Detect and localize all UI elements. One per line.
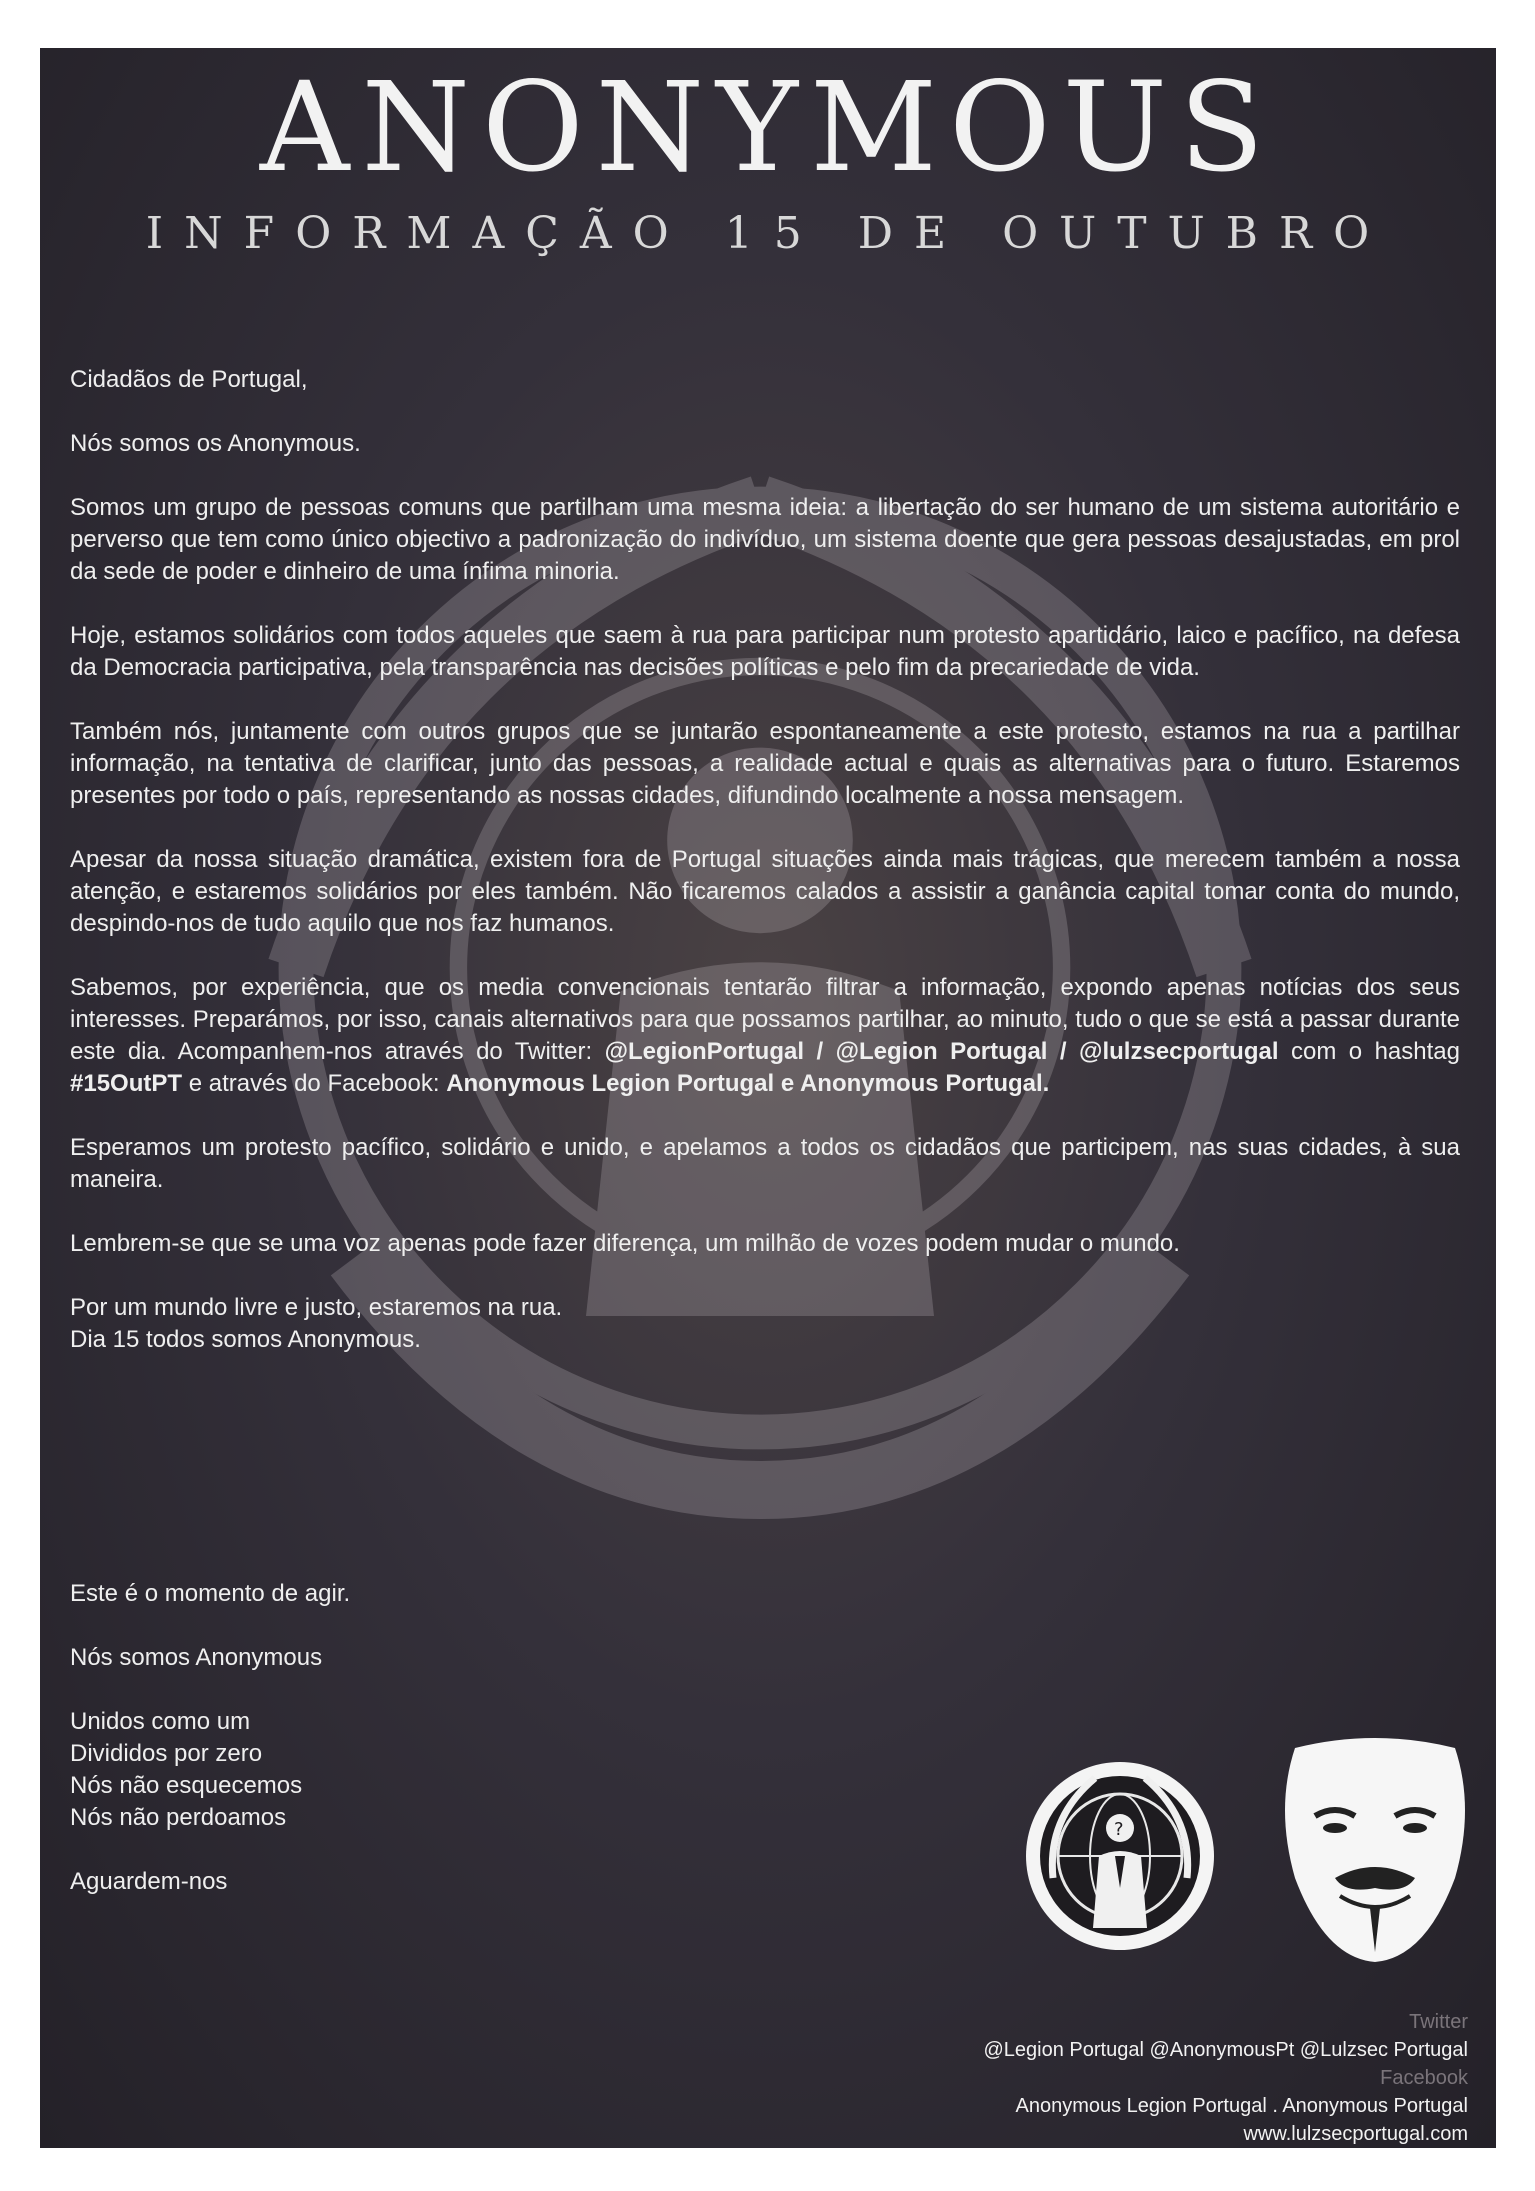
paragraph-5 [70, 972, 1460, 1100]
page-title: ANONYMOUS [259, 56, 1277, 200]
motto-line: Nós não esquecemos [70, 1772, 303, 1799]
website-link: www.lulzsecportugal.com [1243, 2123, 1468, 2145]
motto-line: Nós não perdoamos [70, 1804, 287, 1831]
facebook-pages-inline: Anonymous Legion Portugal e Anonymous Portugal. [446, 1070, 1050, 1097]
twitter-label: Twitter [1409, 2011, 1468, 2033]
paragraph-6: Esperamos um protesto pacífico, solidário e unido, e apelamos a todos os cidadãos que participem, nas suas cidades, à sua maneira. [70, 1134, 1460, 1193]
anonymous-emblem-icon [1026, 1762, 1214, 1950]
paragraph-1: Somos um grupo de pessoas comuns que partilham uma mesma ideia: a libertação do ser humano de um sistema autoritário e perverso que tem como único objectivo a padronização do indivíduo, um sistema doente que gera pessoas desajustadas, em prol da sede de poder e dinheiro de uma ínfima minoria. [70, 494, 1460, 585]
paragraph-5-text-a: Sabemos, por experiência, que os media convencionais tentarão filtrar a informação, expondo apenas notícias dos seus interesses. Preparámos, por isso, canais alternativos para que possamos partilhar, ao minuto, tudo o que se está a passar durante este dia. Acompanhem-nos através do Twitter: [70, 974, 1460, 1065]
closing-block [70, 1578, 350, 1930]
facebook-label: Facebook [1380, 2067, 1468, 2089]
paragraph-2: Hoje, estamos solidários com todos aqueles que saem à rua para participar num protesto apartidário, laico e pacífico, na defesa da Democracia participativa, pela transparência nas decisões políticas e pelo fim da precariedade de vida. [70, 622, 1460, 681]
hashtag: #15OutPT [70, 1070, 183, 1097]
greeting: Cidadãos de Portugal, [70, 366, 308, 393]
paragraph-5-text-b: com o hashtag [1278, 1038, 1460, 1065]
paragraph-8-line-2: Dia 15 todos somos Anonymous. [70, 1326, 421, 1353]
letter-body [70, 364, 1460, 1388]
motto [70, 1706, 350, 1834]
paragraph-3: Também nós, juntamente com outros grupos que se juntarão espontaneamente a este protesto, estamos na rua a partilhar informação, na tentativa de clarificar, junto das pessoas, a realidade actual e quais as alternativas para o futuro. Estaremos presentes por todo o país, representando as nossas cidades, difundindo localmente a nossa mensagem. [70, 718, 1460, 809]
credits [983, 2008, 1468, 2148]
paragraph-5-text-c: e através do Facebook: [182, 1070, 447, 1097]
page-subtitle: INFORMAÇÃO 15 DE OUTUBRO [145, 208, 1391, 259]
paragraph-8-line-1: Por um mundo livre e justo, estaremos na rua. [70, 1294, 563, 1321]
motto-line: Unidos como um [70, 1708, 251, 1735]
closing-we-are: Nós somos Anonymous [70, 1644, 323, 1671]
twitter-handles: @Legion Portugal @AnonymousPt @Lulzsec Portugal [983, 2039, 1468, 2061]
logos [1005, 1728, 1485, 1968]
twitter-handles-inline: @LegionPortugal / @Legion Portugal / @lulzsecportugal [604, 1038, 1279, 1065]
closing-moment: Este é o momento de agir. [70, 1580, 351, 1607]
paragraph-7: Lembrem-se que se uma voz apenas pode fazer diferença, um milhão de vozes podem mudar o mundo. [70, 1230, 1180, 1257]
facebook-pages: Anonymous Legion Portugal . Anonymous Portugal [1015, 2095, 1468, 2117]
paragraph-4: Apesar da nossa situação dramática, existem fora de Portugal situações ainda mais trágicas, que merecem também a nossa atenção, e estaremos solidários por eles também. Não ficaremos calados a assistir a ganância capital tomar conta do mundo, despindo-nos de tudo aquilo que nos faz humanos. [70, 846, 1460, 937]
guy-fawkes-mask-icon [1285, 1738, 1465, 1962]
motto-line: Divididos por zero [70, 1740, 263, 1767]
flyer [40, 48, 1496, 2148]
svg-text:?: ? [1114, 1819, 1124, 1840]
signoff: Aguardem-nos [70, 1868, 228, 1895]
intro-line: Nós somos os Anonymous. [70, 430, 361, 457]
